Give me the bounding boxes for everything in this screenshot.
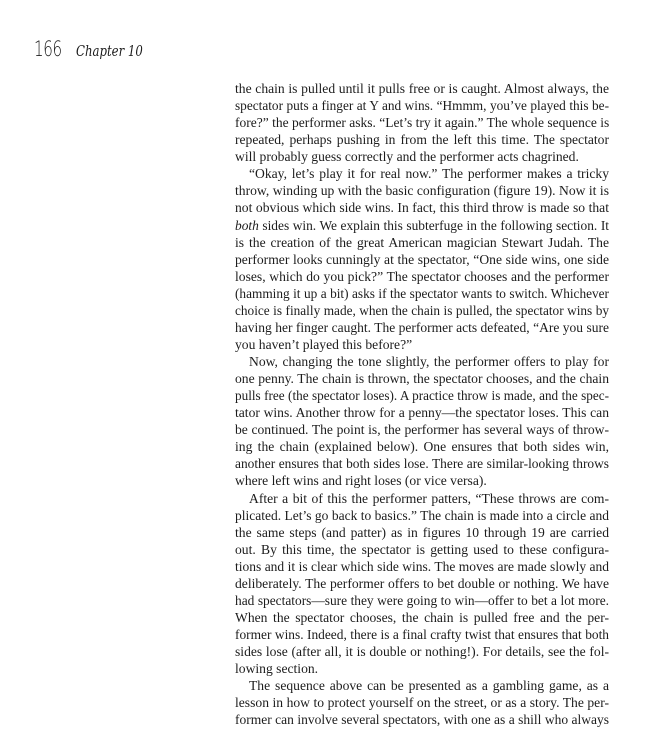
- text-line: spectator puts a finger at Y and wins. “Hmmm, you’ve played this be-: [235, 98, 609, 114]
- text-line: you haven’t played this before?”: [235, 336, 413, 352]
- body-text: [235, 80, 609, 728]
- text-line: The sequence above can be presented as a gambling game, as a: [249, 678, 609, 694]
- text-line-rest: sides win. We explain this subterfuge in the following section. It: [258, 217, 609, 233]
- text-line: loses, which do you pick?” The spectator chooses and the performer: [235, 268, 609, 284]
- text-line: “Okay, let’s play it for real now.” The performer makes a tricky: [249, 166, 609, 182]
- text-line: (hamming it up a bit) asks if the spectator wants to switch. Whichever: [235, 285, 609, 301]
- text-line: had spectators—sure they were going to win—offer to bet a lot more.: [235, 592, 609, 608]
- text-line: tions and it is clear which side wins. The moves are made slowly and: [235, 558, 609, 574]
- text-line: out. By this time, the spectator is getting used to these configura-: [235, 541, 609, 557]
- text-line: When the spectator chooses, the chain is pulled free and the per-: [235, 609, 609, 625]
- text-line: fore?” the performer asks. “Let’s try it again.” The whole sequence is: [235, 115, 610, 131]
- text-line: After a bit of this the performer patters, “These throws are com-: [249, 490, 609, 506]
- text-line: another ensures that both sides lose. There are similar-looking throws: [235, 456, 609, 472]
- text-line: will probably guess correctly and the performer acts chagrined.: [235, 149, 579, 165]
- text-line: ing the chain (explained below). One ensures that both sides win,: [235, 439, 609, 455]
- text-line: where left wins and right loses (or vice versa).: [235, 473, 487, 489]
- page-number: 166: [34, 37, 62, 61]
- page-header: [34, 37, 162, 61]
- text-line: repeated, perhaps pushing in from the left this time. The spectator: [235, 132, 609, 148]
- text-line: performer looks cunningly at the spectator, “One side wins, one side: [235, 251, 609, 267]
- text-line: pulls free (the spectator loses). A practice throw is made, and the spec-: [235, 388, 609, 404]
- text-line: [235, 217, 609, 234]
- text-line: the same steps (and patter) as in figures 10 through 19 are carried: [235, 524, 609, 540]
- text-line: having her finger caught. The performer acts defeated, “Are you sure: [235, 319, 609, 335]
- text-line: not obvious which side wins. In fact, this third throw is made so that: [235, 200, 609, 216]
- text-line: lowing section.: [235, 661, 319, 677]
- text-line: former can involve several spectators, with one as a shill who always: [235, 712, 609, 728]
- text-line: former wins. Indeed, there is a final crafty twist that ensures that both: [235, 627, 609, 642]
- text-line: the chain is pulled until it pulls free or is caught. Almost always, the: [235, 81, 609, 96]
- text-line: lesson in how to protect yourself on the street, or as a story. The per-: [235, 695, 609, 711]
- text-line: choice is finally made, when the chain is pulled, the spectator wins by: [235, 302, 609, 318]
- emphasis-word: both: [235, 217, 259, 233]
- text-line: plicated. Let’s go back to basics.” The chain is made into a circle and: [235, 507, 609, 523]
- text-line: throw, winding up with the basic configuration (figure 19). Now it is: [235, 183, 609, 199]
- text-line: is the creation of the great American magician Stewart Judah. The: [235, 234, 609, 250]
- text-line: one penny. The chain is thrown, the spectator chooses, and the chain: [235, 371, 609, 387]
- text-line: sides lose (after all, it is double or nothing!). For details, see the fol-: [235, 644, 609, 660]
- text-line: Now, changing the tone slightly, the performer offers to play for: [249, 354, 609, 369]
- text-line: tator wins. Another throw for a penny—the spectator loses. This can: [235, 405, 609, 421]
- text-line: deliberately. The performer offers to bet double or nothing. We have: [235, 575, 609, 591]
- text-line: be continued. The point is, the performer has several ways of throw-: [235, 422, 609, 438]
- running-head: Chapter 10: [76, 42, 143, 60]
